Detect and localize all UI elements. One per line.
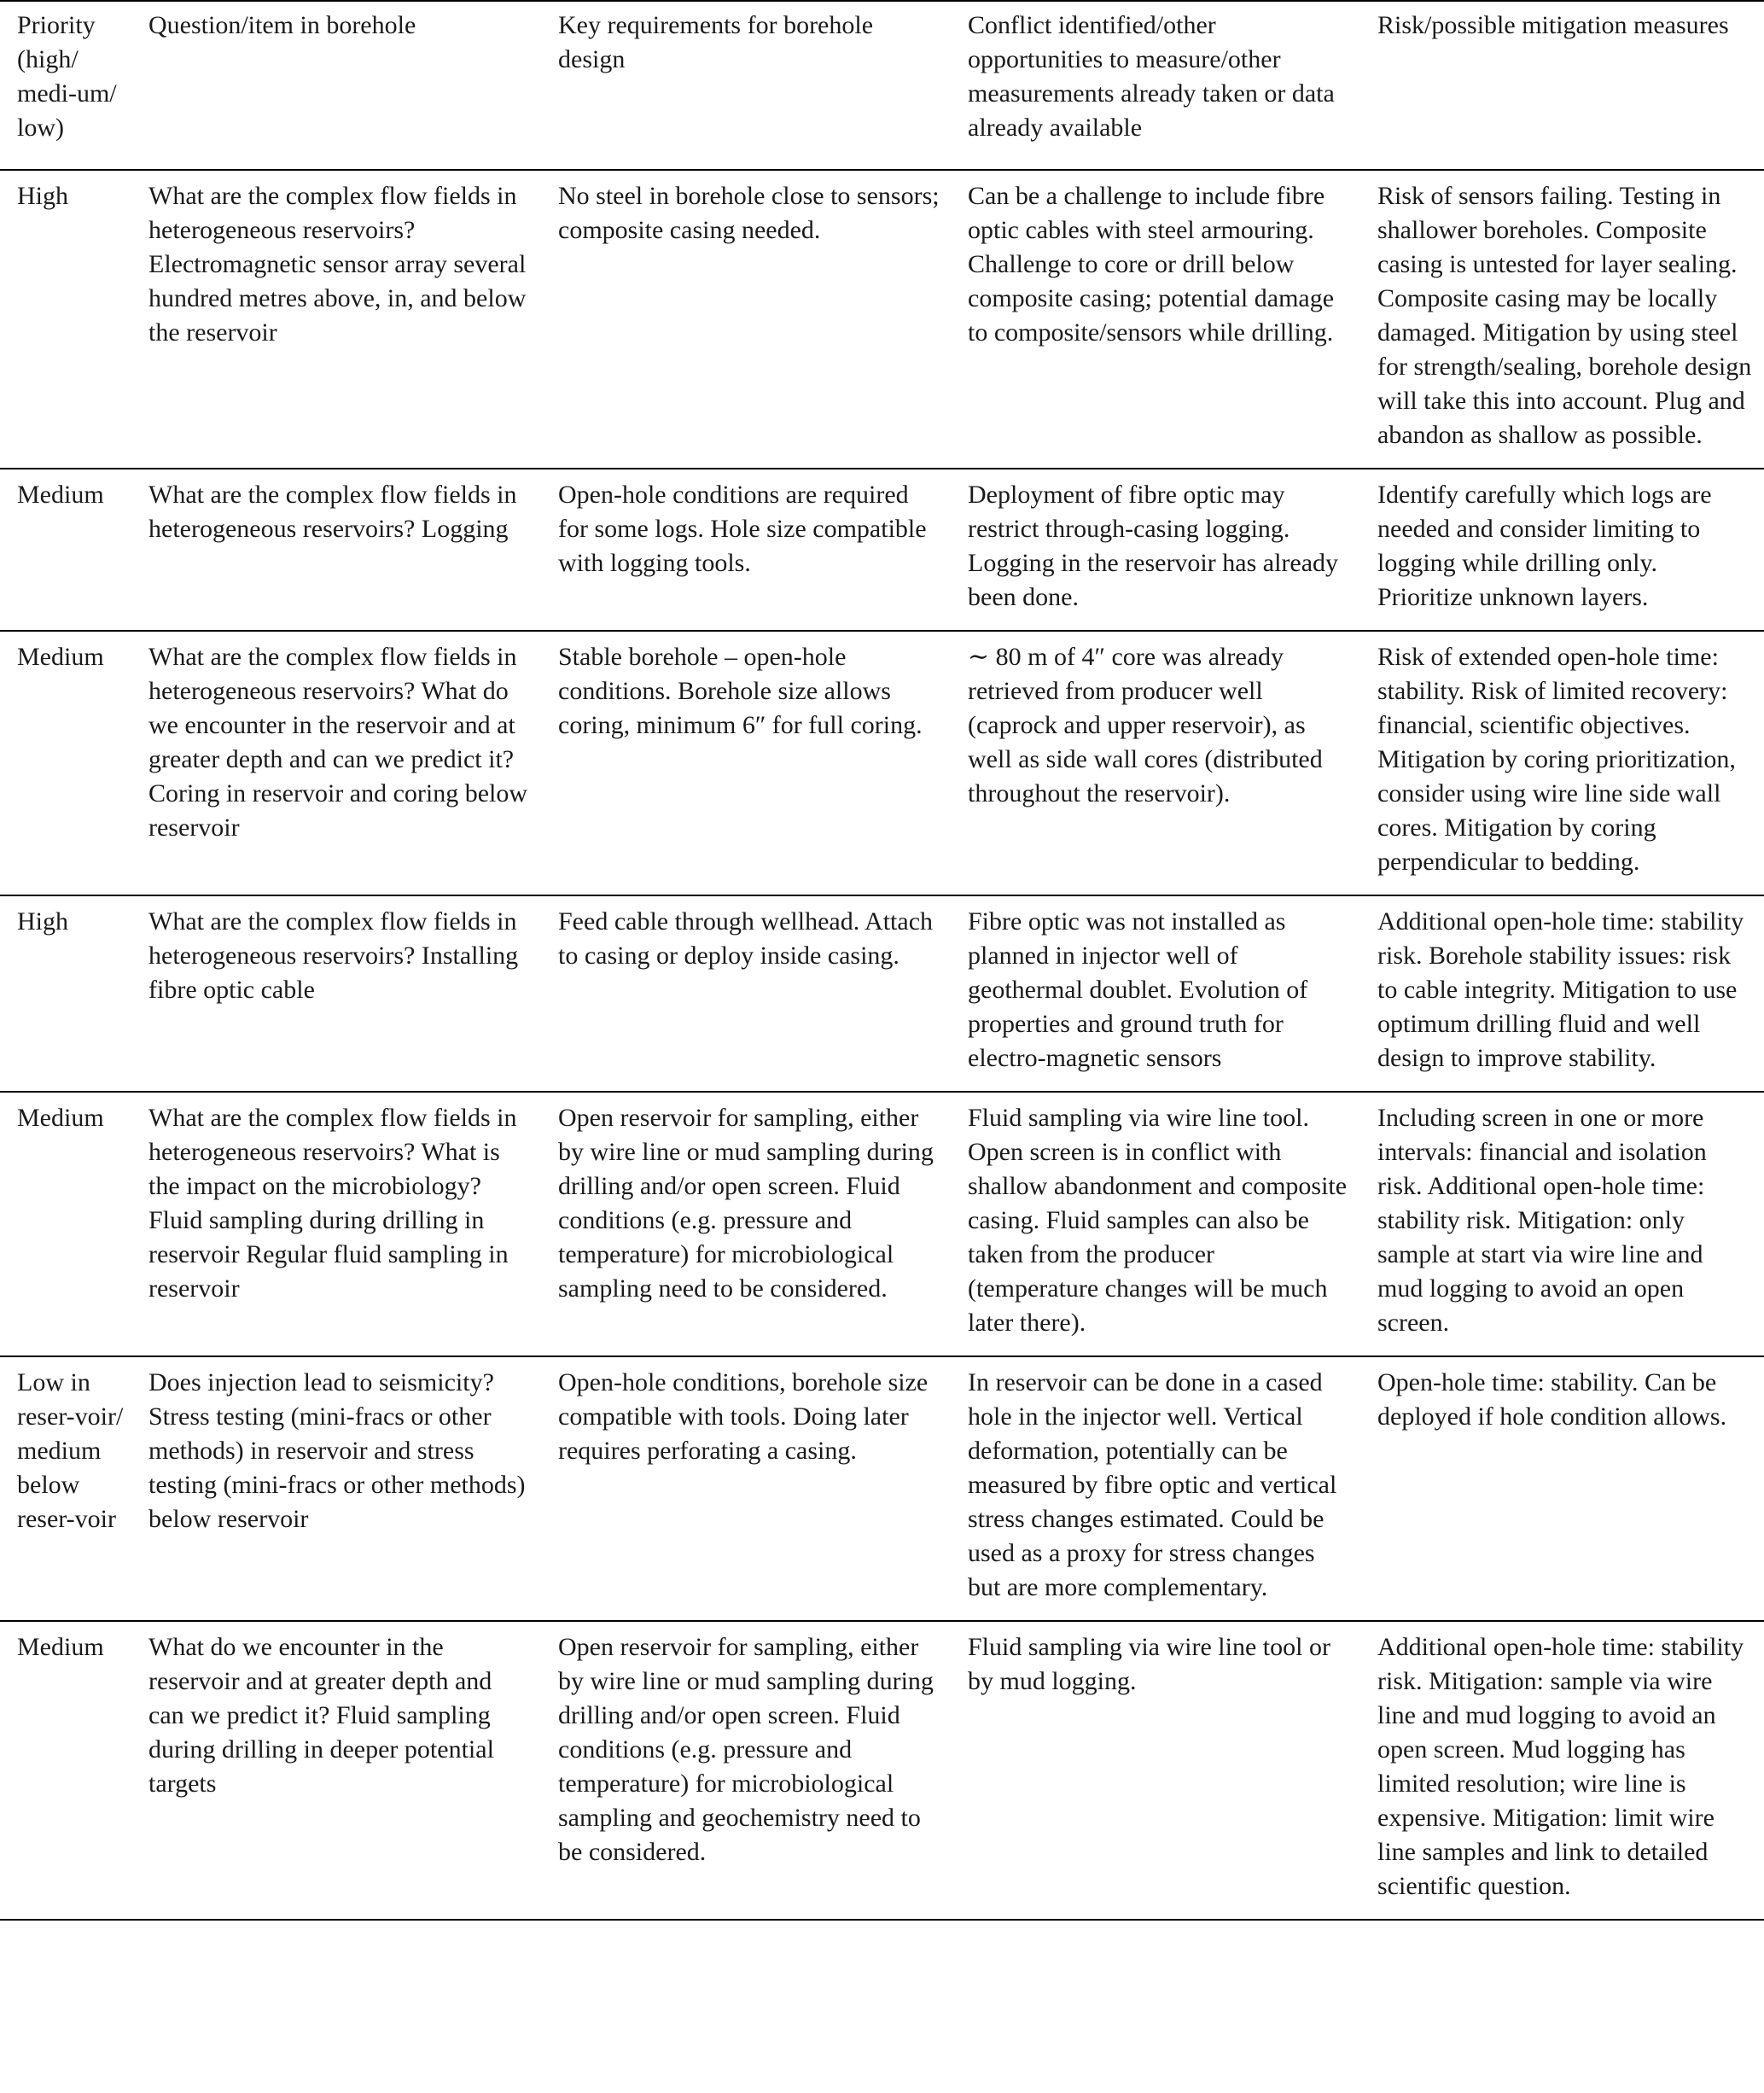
risk-cell: Additional open-hole time: stability risk. Mitigation: sample via wire line and mud logging to avoid an open screen. Mud logging has limited resolution; wire line is expensive. Mitigation: limit wire line samples and link to detailed scientific question. xyxy=(1377,1633,1744,1900)
header-conflict: Conflict identified/other opportunities to measure/other measurements already taken or data already available xyxy=(968,11,1335,142)
table-row xyxy=(0,1356,1764,1621)
table-row xyxy=(0,469,1764,631)
priority-cell: Medium xyxy=(17,481,104,509)
risk-cell: Risk of extended open-hole time: stability. Risk of limited recovery: financial, scientific objectives. Mitigation by coring prioritization, consider using wire line side wall cores. Mitigation by coring perpendicular to bedding. xyxy=(1377,643,1736,876)
table-row xyxy=(0,1621,1764,1920)
header-requirements: Key requirements for borehole design xyxy=(558,11,874,73)
question-cell: What are the complex flow fields in heterogeneous reservoirs? Logging xyxy=(148,481,517,543)
priority-cell: Low in reser-voir/ medium below reser-voir xyxy=(17,1368,124,1533)
table-row xyxy=(0,170,1764,469)
header-question: Question/item in borehole xyxy=(148,11,416,39)
table-row xyxy=(0,1092,1764,1356)
header-risk: Risk/possible mitigation measures xyxy=(1377,11,1729,39)
conflict-cell: Fluid sampling via wire line tool or by mud logging. xyxy=(968,1633,1330,1695)
requirements-cell: No steel in borehole close to sensors; composite casing needed. xyxy=(558,182,940,244)
priority-cell: Medium xyxy=(17,643,104,671)
conflict-cell: Can be a challenge to include fibre optic cables with steel armouring. Challenge to core or drill below composite casing; potential damage to composite/sensors while drilling. xyxy=(968,182,1335,347)
table-header-row xyxy=(0,1,1764,170)
question-cell: What are the complex flow fields in heterogeneous reservoirs? What do we encounter in the reservoir and at greater depth and can we predict it? Coring in reservoir and coring below reservoir xyxy=(148,643,528,842)
conflict-cell: Deployment of fibre optic may restrict through-casing logging. Logging in the reservoir has already been done. xyxy=(968,481,1339,611)
conflict-cell: ∼ 80 m of 4″ core was already retrieved from producer well (caprock and upper reservoir), as well as side wall cores (distributed throughout the reservoir). xyxy=(968,643,1323,807)
priority-cell: Medium xyxy=(17,1104,104,1132)
question-cell: What are the complex flow fields in heterogeneous reservoirs? Installing fibre optic cable xyxy=(148,907,519,1004)
conflict-cell: In reservoir can be done in a cased hole in the injector well. Vertical deformation, potentially can be measured by fibre optic and vertical stress changes estimated. Could be used as a proxy for stress changes but are more complementary. xyxy=(968,1368,1337,1601)
priority-cell: High xyxy=(17,907,68,936)
requirements-cell: Stable borehole – open-hole conditions. Borehole size allows coring, minimum 6″ for full coring. xyxy=(558,643,923,739)
table-row xyxy=(0,631,1764,895)
risk-cell: Risk of sensors failing. Testing in shallower boreholes. Composite casing is untested for layer sealing. Composite casing may be locally damaged. Mitigation by using steel for strength/sealing, borehole design will take this into account. Plug and abandon as shallow as possible. xyxy=(1377,182,1752,449)
risk-cell: Additional open-hole time: stability risk. Borehole stability issues: risk to cable integrity. Mitigation to use optimum drilling fluid and well design to improve stability. xyxy=(1377,907,1744,1072)
header-priority: Priority (high/ medi-um/ low) xyxy=(17,11,117,142)
requirements-cell: Open-hole conditions, borehole size compatible with tools. Doing later requires perforating a casing. xyxy=(558,1368,929,1465)
risk-cell: Identify carefully which logs are needed and consider limiting to logging while drilling only. Prioritize unknown layers. xyxy=(1377,481,1712,611)
question-cell: What do we encounter in the reservoir and at greater depth and can we predict it? Fluid sampling during drilling in deeper potential targets xyxy=(148,1633,494,1798)
question-cell: Does injection lead to seismicity? Stress testing (mini-fracs or other methods) in reservoir and stress testing (mini-fracs or other methods) below reservoir xyxy=(148,1368,526,1533)
priority-cell: Medium xyxy=(17,1633,104,1661)
table-row xyxy=(0,895,1764,1092)
requirements-cell: Open reservoir for sampling, either by wire line or mud sampling during drilling and/or open screen. Fluid conditions (e.g. pressure and temperature) for microbiological sampling and geochemistry need to be considered. xyxy=(558,1633,934,1866)
risk-cell: Including screen in one or more intervals: financial and isolation risk. Additional open-hole time: stability risk. Mitigation: only sample at start via wire line and mud logging to avoid an open screen. xyxy=(1377,1104,1707,1337)
risk-cell: Open-hole time: stability. Can be deployed if hole condition allows. xyxy=(1377,1368,1727,1431)
question-cell: What are the complex flow fields in heterogeneous reservoirs? What is the impact on the microbiology? Fluid sampling during drilling in reservoir Regular fluid sampling in reservoir xyxy=(148,1104,517,1303)
priority-cell: High xyxy=(17,182,68,210)
question-cell: What are the complex flow fields in heterogeneous reservoirs? Electromagnetic sensor array several hundred metres above, in, and below the reservoir xyxy=(148,182,527,347)
conflict-cell: Fluid sampling via wire line tool. Open screen is in conflict with shallow abandonment and composite casing. Fluid samples can also be taken from the producer (temperature changes will be much later there). xyxy=(968,1104,1348,1337)
requirements-cell: Open reservoir for sampling, either by wire line or mud sampling during drilling and/or open screen. Fluid conditions (e.g. pressure and temperature) for microbiological sampling need to be considered. xyxy=(558,1104,934,1303)
conflict-cell: Fibre optic was not installed as planned in injector well of geothermal doublet. Evolution of properties and ground truth for electro-magnetic sensors xyxy=(968,907,1308,1072)
requirements-cell: Open-hole conditions are required for some logs. Hole size compatible with logging tools. xyxy=(558,481,927,577)
requirements-cell: Feed cable through wellhead. Attach to casing or deploy inside casing. xyxy=(558,907,934,970)
